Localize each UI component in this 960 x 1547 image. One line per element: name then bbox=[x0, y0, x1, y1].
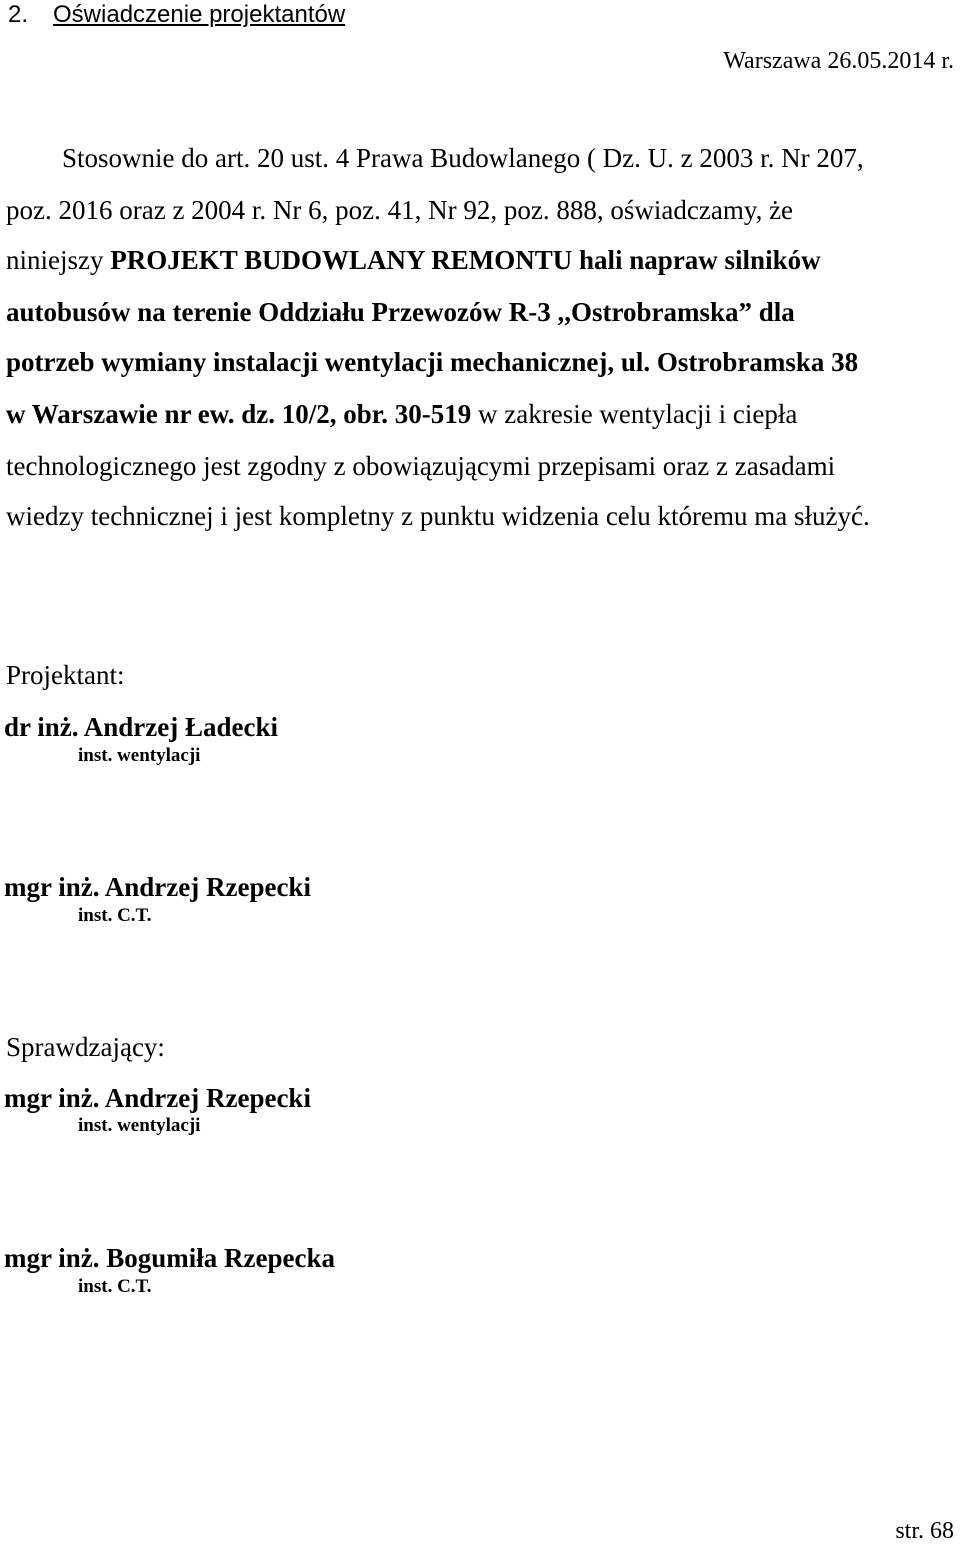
designer-role-1: inst. wentylacji bbox=[78, 745, 201, 766]
body-line-3 bbox=[6, 244, 821, 276]
body-line-7: technologicznego jest zgodny z obowiązującymi przepisami oraz z zasadami bbox=[6, 451, 836, 481]
reviewer-name-1: mgr inż. Andrzej Rzepecki bbox=[4, 1083, 311, 1113]
reviewer-role-1: inst. wentylacji bbox=[78, 1115, 201, 1136]
body-line-5: potrzeb wymiany instalacji wentylacji mechanicznej, ul. Ostrobramska 38 bbox=[6, 347, 859, 377]
reviewers-label: Sprawdzający: bbox=[6, 1032, 165, 1062]
section-title: Oświadczenie projektantów bbox=[53, 1, 346, 28]
body-line-6-plain: w zakresie wentylacji i ciepła bbox=[471, 399, 798, 429]
designer-role-2: inst. C.T. bbox=[78, 905, 152, 926]
body-line-6 bbox=[6, 398, 797, 430]
reviewer-role-2: inst. C.T. bbox=[78, 1276, 152, 1297]
project-title-bold: PROJEKT BUDOWLANY REMONTU hali napraw silników bbox=[110, 245, 821, 275]
parcel-location-bold: w Warszawie nr ew. dz. 10/2, obr. 30-519 bbox=[6, 399, 472, 429]
page-number: str. 68 bbox=[895, 1518, 954, 1544]
body-line-3-plain: niniejszy bbox=[6, 245, 111, 275]
designer-name-1: dr inż. Andrzej Ładecki bbox=[4, 712, 279, 742]
designer-name-2: mgr inż. Andrzej Rzepecki bbox=[4, 872, 311, 902]
designers-label: Projektant: bbox=[6, 660, 125, 690]
reviewer-name-2: mgr inż. Bogumiła Rzepecka bbox=[4, 1243, 335, 1273]
body-line-4: autobusów na terenie Oddziału Przewozów R-3 ,,Ostrobramska” dla bbox=[6, 297, 795, 327]
body-line-2: poz. 2016 oraz z 2004 r. Nr 6, poz. 41, Nr 92, poz. 888, oświadczamy, że bbox=[6, 195, 794, 225]
body-line-8: wiedzy technicznej i jest kompletny z punktu widzenia celu któremu ma służyć. bbox=[6, 501, 870, 531]
document-date: Warszawa 26.05.2014 r. bbox=[723, 48, 954, 74]
body-line-1: Stosownie do art. 20 ust. 4 Prawa Budowlanego ( Dz. U. z 2003 r. Nr 207, bbox=[62, 143, 864, 173]
section-heading bbox=[8, 0, 345, 30]
section-number: 2. bbox=[8, 1, 29, 28]
